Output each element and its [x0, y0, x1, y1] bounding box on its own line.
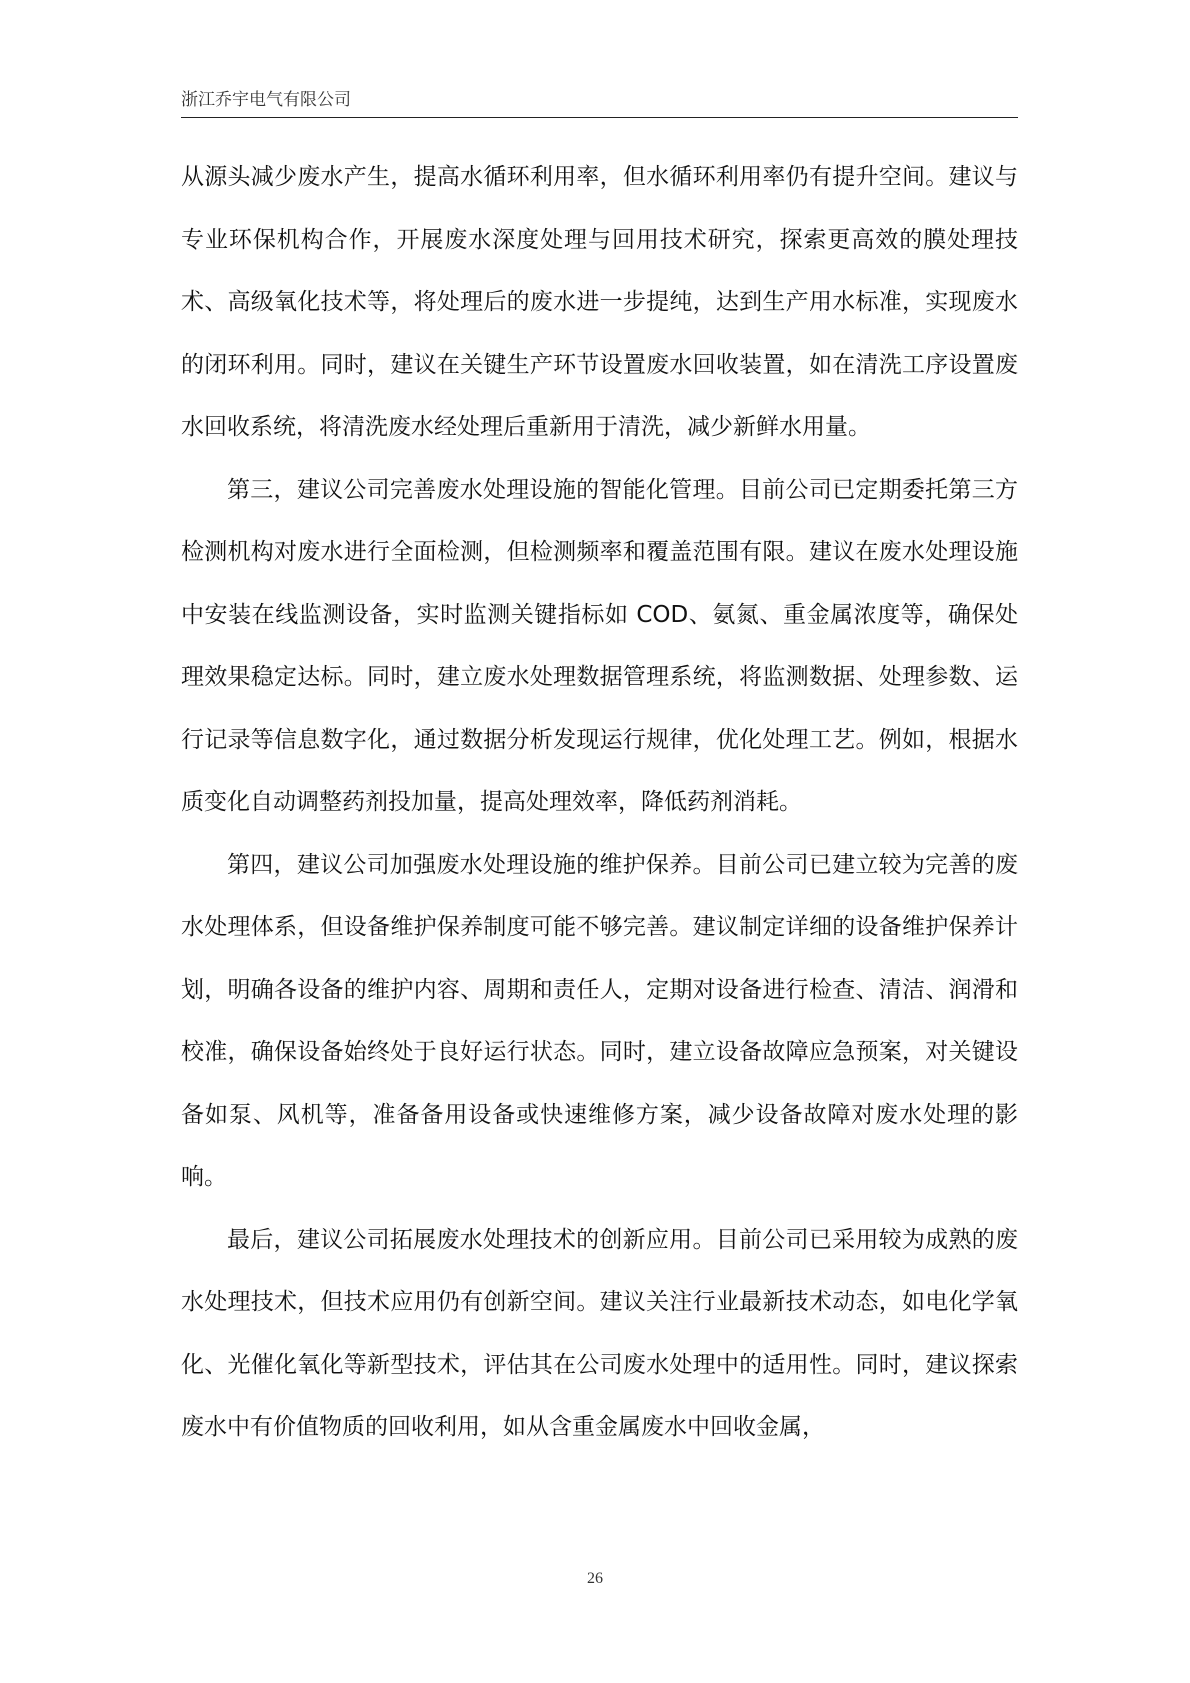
- paragraph-third-suggestion: 第三，建议公司完善废水处理设施的智能化管理。目前公司已定期委托第三方检测机构对废水进行全面检测，但检测频率和覆盖范围有限。建议在废水处理设施中安装在线监测设备，实时监测关键指标如 COD、氨氮、重金属浓度等，确保处理效果稳定达标。同时，建立废水处理数据管理系统，将监测数据、处理参数、运行记录等信息数字化，通过数据分析发现运行规律，优化处理工艺。例如，根据水质变化自动调整药剂投加量，提高处理效率，降低药剂消耗。: [181, 476, 1018, 815]
- paragraph-continuation: 从源头减少废水产生，提高水循环利用率，但水循环利用率仍有提升空间。建议与专业环保机构合作，开展废水深度处理与回用技术研究，探索更高效的膜处理技术、高级氧化技术等，将处理后的废水进一步提纯，达到生产用水标准，实现废水的闭环利用。同时，建议在关键生产环节设置废水回收装置，如在清洗工序设置废水回收系统，将清洗废水经处理后重新用于清洗，减少新鲜水用量。: [181, 164, 1018, 440]
- header-company-name: 浙江乔宇电气有限公司: [181, 90, 351, 110]
- paragraph-fourth-suggestion: 第四，建议公司加强废水处理设施的维护保养。目前公司已建立较为完善的废水处理体系，但设备维护保养制度可能不够完善。建议制定详细的设备维护保养计划，明确各设备的维护内容、周期和责任人，定期对设备进行检查、清洁、润滑和校准，确保设备始终处于良好运行状态。同时，建立设备故障应急预案，对关键设备如泵、风机等，准备备用设备或快速维修方案，减少设备故障对废水处理的影响。: [181, 851, 1018, 1190]
- body-text: [181, 146, 1018, 1459]
- header-divider: [181, 117, 1018, 118]
- page-number: 26: [587, 1570, 603, 1587]
- paragraph-final-suggestion: 最后，建议公司拓展废水处理技术的创新应用。目前公司已采用较为成熟的废水处理技术，但技术应用仍有创新空间。建议关注行业最新技术动态，如电化学氧化、光催化氧化等新型技术，评估其在公司废水处理中的适用性。同时，建议探索废水中有价值物质的回收利用，如从含重金属废水中回收金属，: [181, 1226, 1018, 1440]
